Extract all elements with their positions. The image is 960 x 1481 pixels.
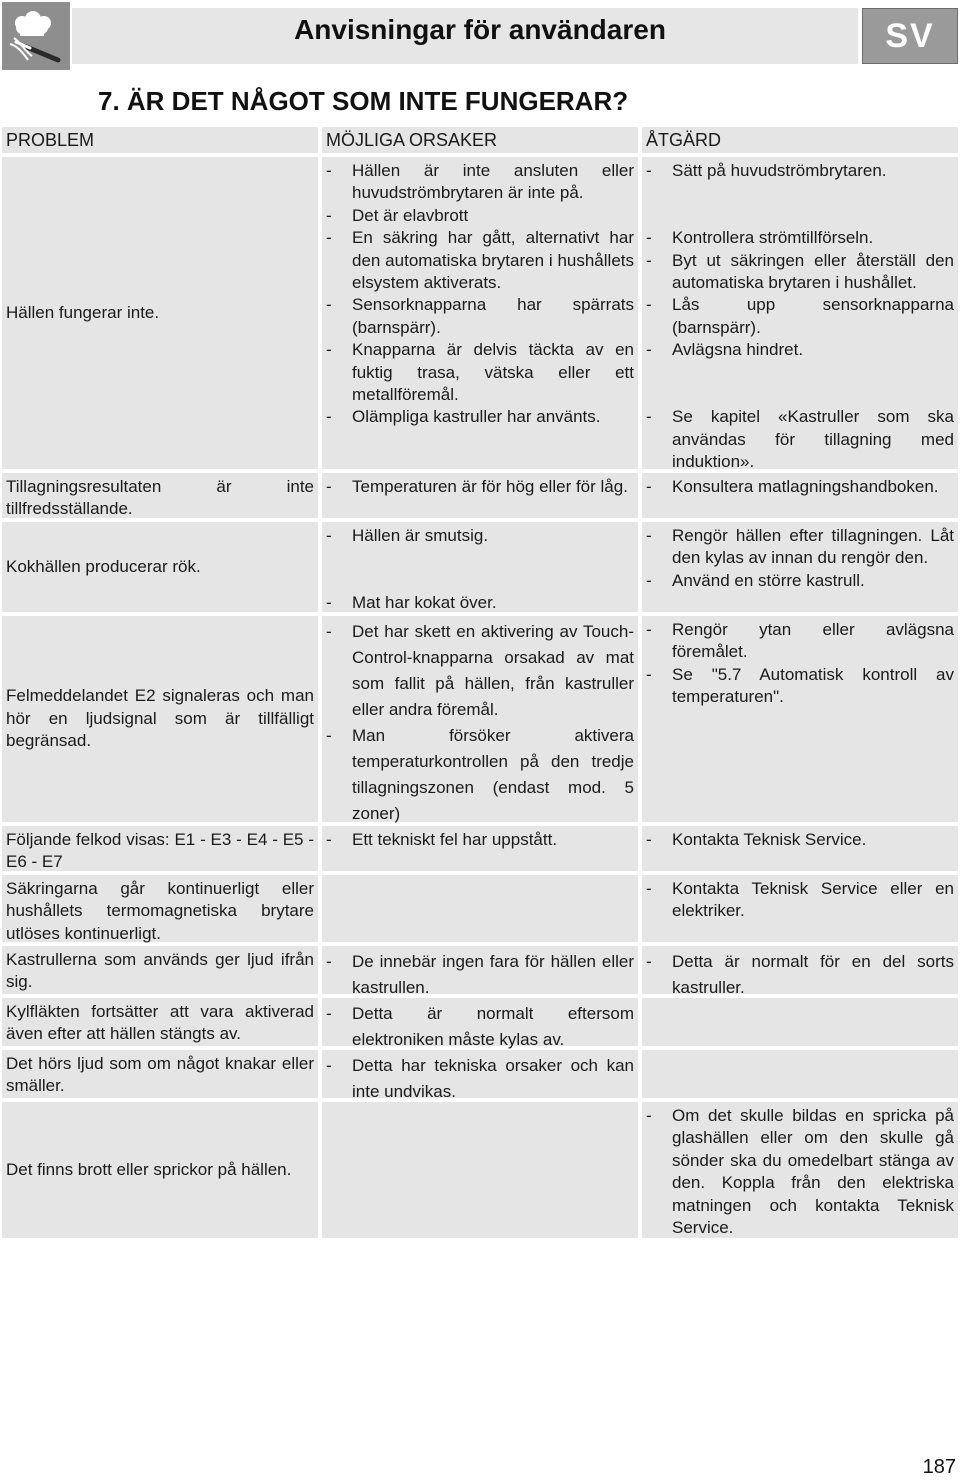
actions-cell	[642, 826, 958, 871]
list-item: - Knapparna är delvis täckta av en fuktig trasa, vätska eller ett metallföremål.	[326, 339, 634, 406]
action-text: Byt ut säkringen eller återställ den automatiska brytaren i hushållet.	[672, 250, 954, 292]
problem-text: Det hörs ljud som om något knakar eller smäller.	[6, 1054, 314, 1096]
cause-text: Sensorknapparna har spärrats (barnspärr).	[352, 295, 634, 337]
header-problem: PROBLEM	[2, 127, 318, 153]
table-row	[2, 946, 958, 997]
problem-text: Kokhällen producerar rök.	[6, 556, 201, 576]
table-row	[2, 826, 958, 871]
page-number: 187	[922, 1456, 956, 1478]
causes-cell	[322, 616, 638, 822]
list-item: - De innebär ingen fara för hällen eller kastrullen.	[326, 949, 634, 1001]
action-text: Lås upp sensorknapparna (barnspärr).	[672, 295, 954, 337]
action-text: Konsultera matlagningshandboken.	[672, 477, 939, 496]
problem-text: Följande felkod visas: E1 - E3 - E4 - E5 - E6 - E7	[6, 830, 314, 872]
list-item: - Kontrollera strömtillförseln.	[646, 227, 954, 249]
list-item: - Det har skett en aktivering av Touch-Control-knapparna orsakad av mat som fallit på hällen, från kastruller eller andra föremål.	[326, 619, 634, 723]
actions-cell	[642, 157, 958, 472]
problem-cell	[2, 157, 318, 469]
action-text: Använd en större kastrull.	[672, 570, 865, 590]
problem-cell	[2, 616, 318, 822]
action-text: Kontakta Teknisk Service.	[672, 830, 867, 849]
list-item: - Byt ut säkringen eller återställ den automatiska brytaren i hushållet.	[646, 250, 954, 295]
action-text: Sätt på huvudströmbrytaren.	[672, 161, 887, 180]
table-row	[2, 157, 958, 472]
cause-text: Det har skett en aktivering av Touch-Control-knapparna orsakad av mat som fallit på hällen, från kastruller eller andra föremål.	[352, 622, 634, 719]
problem-text: Felmeddelandet E2 signaleras och man hör en ljudsignal som är tillfälligt begränsad.	[6, 686, 314, 751]
action-text: Se kapitel «Kastruller som ska användas för tillagning med induktion».	[672, 407, 954, 472]
list-item: - Hällen är smutsig.	[326, 525, 634, 547]
problem-cell	[2, 1102, 318, 1238]
table-row	[2, 1102, 958, 1238]
language-badge: SV	[862, 8, 958, 64]
cause-text: Knapparna är delvis täckta av en fuktig trasa, vätska eller ett metallföremål.	[352, 340, 634, 405]
cause-text: Hällen är smutsig.	[352, 526, 489, 545]
action-text: Kontakta Teknisk Service eller en elektriker.	[672, 879, 954, 921]
actions-cell	[642, 1050, 958, 1098]
actions-cell	[642, 473, 958, 518]
troubleshooting-table	[2, 127, 958, 1238]
list-item: - Rengör hällen efter tillagningen. Låt den kylas av innan du rengör den.	[646, 525, 954, 570]
cause-text: Man försöker aktivera temperaturkontrollen på den tredje tillagningszonen (endast mod. 5 zoner)	[352, 726, 634, 823]
list-item: - Det är elavbrott	[326, 205, 634, 227]
causes-cell	[322, 473, 638, 518]
causes-cell	[322, 1102, 638, 1238]
cause-text: Det är elavbrott	[352, 205, 469, 225]
action-text: Rengör ytan eller avlägsna föremålet.	[672, 620, 954, 662]
table-row	[2, 875, 958, 942]
list-item: - Kontakta Teknisk Service eller en elektriker.	[646, 878, 954, 923]
table-row	[2, 473, 958, 518]
actions-cell	[642, 616, 958, 822]
actions-cell	[642, 946, 958, 997]
list-item: - Mat har kokat över.	[326, 592, 634, 614]
actions-cell	[642, 1102, 958, 1238]
actions-cell	[642, 998, 958, 1046]
problem-cell	[2, 998, 318, 1046]
list-item: - Hällen är inte ansluten eller huvudströmbrytaren är inte på.	[326, 160, 634, 205]
table-row	[2, 1050, 958, 1101]
header-causes: MÖJLIGA ORSAKER	[322, 127, 638, 153]
table-row	[2, 522, 958, 612]
list-item: - Konsultera matlagningshandboken.	[646, 476, 954, 498]
problem-cell	[2, 826, 318, 871]
problem-cell	[2, 473, 318, 518]
table-row	[2, 616, 958, 822]
cause-text: En säkring har gått, alternativt har den automatiska brytaren i hushållets elsystem aktiverats.	[352, 228, 634, 293]
action-text: Rengör hällen efter tillagningen. Låt den kylas av innan du rengör den.	[672, 526, 954, 568]
actions-cell	[642, 522, 958, 612]
causes-cell	[322, 946, 638, 997]
causes-cell	[322, 522, 638, 612]
list-item: - En säkring har gått, alternativt har den automatiska brytaren i hushållets elsystem aktiverats.	[326, 227, 634, 294]
list-item: - Sensorknapparna har spärrats (barnspärr).	[326, 294, 634, 339]
list-item: - Detta är normalt för en del sorts kastruller.	[646, 949, 954, 1001]
list-item: - Se "5.7 Automatisk kontroll av temperaturen".	[646, 664, 954, 709]
problem-text: Kastrullerna som används ger ljud ifrån sig.	[6, 950, 314, 992]
cause-text: Hällen är inte ansluten eller huvudströmbrytaren är inte på.	[352, 161, 634, 203]
problem-text: Tillagningsresultaten är inte tillfredsställande.	[6, 477, 314, 519]
cause-text: De innebär ingen fara för hällen eller kastrullen.	[352, 952, 634, 997]
causes-cell	[322, 875, 638, 942]
header-actions: ÅTGÄRD	[642, 127, 958, 153]
causes-cell	[322, 1050, 638, 1101]
section-title: 7. ÄR DET NÅGOT SOM INTE FUNGERAR?	[98, 86, 629, 116]
problem-cell	[2, 946, 318, 994]
list-item: - Olämpliga kastruller har använts.	[326, 406, 634, 428]
list-item: - Om det skulle bildas en spricka på glashällen eller om den skulle gå sönder ska du omedelbart stänga av den. Koppla från den elektriska matningen och kontakta Teknisk Service.	[646, 1105, 954, 1239]
action-text: Om det skulle bildas en spricka på glashällen eller om den skulle gå sönder ska du omedelbart stänga av den. Koppla från den elektriska matningen och kontakta Teknisk Service.	[672, 1106, 954, 1238]
causes-cell	[322, 826, 638, 871]
causes-cell	[322, 157, 638, 469]
cause-text: Olämpliga kastruller har använts.	[352, 407, 601, 427]
page-title: Anvisningar för användaren	[294, 14, 666, 45]
list-item: - Avlägsna hindret.	[646, 339, 954, 361]
causes-cell	[322, 998, 638, 1049]
list-item: - Temperaturen är för hög eller för låg.	[326, 476, 634, 498]
action-text: Se "5.7 Automatisk kontroll av temperaturen".	[672, 664, 954, 707]
list-item: - Man försöker aktivera temperaturkontrollen på den tredje tillagningszonen (endast mod. 5 zoner)	[326, 723, 634, 827]
action-text: Detta är normalt för en del sorts kastruller.	[672, 952, 954, 997]
actions-cell	[642, 875, 958, 942]
problem-text: Hällen fungerar inte.	[6, 302, 160, 322]
list-item: - Detta har tekniska orsaker och kan inte undvikas.	[326, 1053, 634, 1105]
list-item: - Se kapitel «Kastruller som ska användas för tillagning med induktion».	[646, 406, 954, 473]
problem-cell	[2, 522, 318, 612]
list-item: - Kontakta Teknisk Service.	[646, 829, 954, 851]
list-item: - Ett tekniskt fel har uppstått.	[326, 829, 634, 851]
list-item: - Lås upp sensorknapparna (barnspärr).	[646, 294, 954, 339]
cause-text: Ett tekniskt fel har uppstått.	[352, 830, 558, 849]
cause-text: Detta har tekniska orsaker och kan inte undvikas.	[352, 1056, 634, 1101]
list-item: - Detta är normalt eftersom elektroniken måste kylas av.	[326, 1001, 634, 1053]
problem-cell	[2, 875, 318, 942]
action-text: Kontrollera strömtillförseln.	[672, 228, 874, 248]
table-header-row	[2, 127, 958, 153]
list-item: - Rengör ytan eller avlägsna föremålet.	[646, 619, 954, 664]
problem-text: Säkringarna går kontinuerligt eller hushållets termomagnetiska brytare utlöses kontinuerligt.	[6, 879, 314, 943]
problem-cell	[2, 1050, 318, 1098]
action-text: Avlägsna hindret.	[672, 340, 804, 360]
table-row	[2, 998, 958, 1049]
problem-text: Kylfläkten fortsätter att vara aktiverad även efter att hällen stängts av.	[6, 1002, 314, 1044]
cause-text: Temperaturen är för hög eller för låg.	[352, 477, 628, 496]
problem-text: Det finns brott eller sprickor på hällen.	[6, 1159, 292, 1179]
page-header	[0, 0, 960, 70]
cause-text: Detta är normalt eftersom elektroniken måste kylas av.	[352, 1004, 634, 1049]
cause-text: Mat har kokat över.	[352, 593, 497, 613]
list-item: - Använd en större kastrull.	[646, 570, 954, 592]
list-item: - Sätt på huvudströmbrytaren.	[646, 160, 954, 182]
